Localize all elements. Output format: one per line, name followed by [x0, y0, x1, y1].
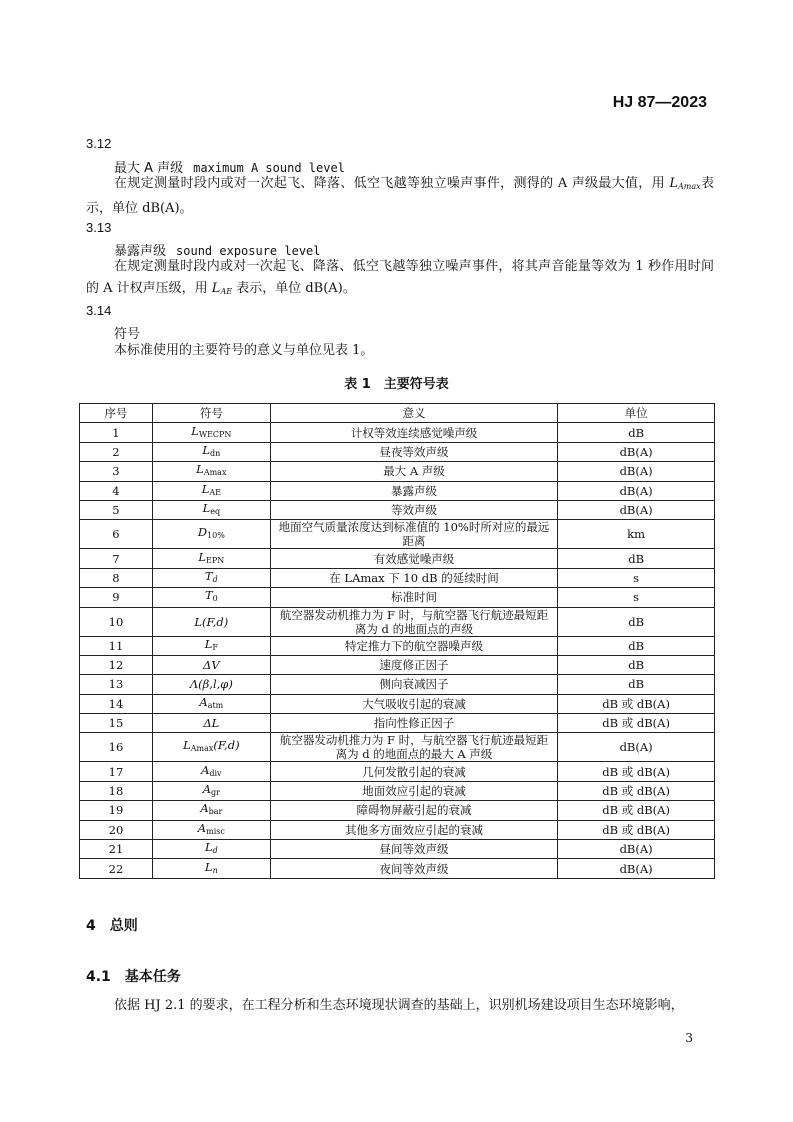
- symbol-subscript: bar: [208, 807, 223, 817]
- row-unit: dB: [558, 423, 715, 442]
- row-symbol: [152, 500, 270, 519]
- table-row: [80, 568, 715, 587]
- table-row: [80, 500, 715, 519]
- row-unit: dB: [558, 636, 715, 655]
- term-english: maximum A sound level: [193, 161, 345, 175]
- symbol-subscript: Amax: [190, 744, 214, 754]
- row-symbol: [152, 423, 270, 442]
- row-number: 13: [80, 675, 153, 694]
- table-row: [80, 694, 715, 713]
- symbol-subscript: atm: [207, 700, 224, 710]
- row-meaning: 最大 A 声级: [270, 462, 557, 481]
- row-number: 6: [80, 520, 153, 549]
- row-number: 12: [80, 655, 153, 674]
- row-number: 5: [80, 500, 153, 519]
- table-row: [80, 781, 715, 800]
- symbol-main: ΔV: [203, 658, 220, 673]
- symbol-main: L: [204, 840, 213, 855]
- definition-text: 表示，单位 dB(A)。: [86, 176, 714, 216]
- symbol-subscript: EPN: [206, 555, 225, 565]
- row-number: 2: [80, 442, 153, 461]
- row-unit: dB: [558, 607, 715, 636]
- row-meaning: 等效声级: [270, 500, 557, 519]
- body-paragraph: 依据 HJ 2.1 的要求，在工程分析和生态环境现状调查的基础上，识别机场建设项目生态环境影响，: [114, 998, 684, 1013]
- section-heading: 4 总则: [86, 918, 138, 934]
- table-row: [80, 423, 715, 442]
- row-unit: dB: [558, 655, 715, 674]
- row-symbol: [152, 607, 270, 636]
- row-meaning: 计权等效连续感觉噪声级: [270, 423, 557, 442]
- page-number: 3: [685, 1031, 693, 1045]
- symbol-subscript: eq: [210, 507, 221, 517]
- table-row: [80, 588, 715, 607]
- row-number: 3: [80, 462, 153, 481]
- row-meaning: 在 LAmax 下 10 dB 的延续时间: [270, 568, 557, 587]
- row-unit: km: [558, 520, 715, 549]
- symbol-subscript: div: [209, 768, 222, 778]
- table-body: [80, 423, 715, 878]
- symbol-main: L: [204, 859, 213, 874]
- row-unit: dB(A): [558, 500, 715, 519]
- row-symbol: [152, 781, 270, 800]
- section-number: 3.14: [86, 303, 112, 318]
- symbol-main: L: [196, 462, 204, 477]
- row-symbol: [152, 481, 270, 500]
- definition-paragraph: [86, 256, 714, 303]
- symbol-subscript: Amax: [203, 468, 227, 478]
- table-row: [80, 481, 715, 500]
- row-unit: dB 或 dB(A): [558, 820, 715, 839]
- definition-text: 在规定测量时段内或对一次起飞、降落、低空飞越等独立噪声事件，测得的 A 声级最大值，用: [114, 176, 670, 191]
- column-header-symbol: 符号: [152, 404, 270, 423]
- row-number: 15: [80, 714, 153, 733]
- symbol-subscript: AE: [209, 487, 221, 497]
- row-unit: dB: [558, 675, 715, 694]
- row-number: 7: [80, 549, 153, 568]
- table-row: [80, 733, 715, 762]
- row-meaning: 航空器发动机推力为 F 时，与航空器飞行航迹最短距离为 d 的地面点的最大 A 声级: [270, 733, 557, 762]
- definition-text: 在规定测量时段内或对一次起飞、降落、低空飞越等独立噪声事件，将其声音能量等效为 1 秒作用时间的 A 计权声压级，用: [86, 259, 714, 296]
- symbol-main: L(F,d): [194, 614, 229, 629]
- table-row: [80, 462, 715, 481]
- row-meaning: 地面空气质量浓度达到标准值的 10%时所对应的最远距离: [270, 520, 557, 549]
- row-number: 20: [80, 820, 153, 839]
- row-symbol: [152, 568, 270, 587]
- table-row: [80, 820, 715, 839]
- row-unit: s: [558, 568, 715, 587]
- row-symbol: [152, 636, 270, 655]
- definition-text: 表示，单位 dB(A)。: [232, 281, 356, 296]
- table-row: [80, 607, 715, 636]
- term-chinese: 最大 A 声级: [114, 161, 184, 176]
- symbol-table: [79, 403, 715, 879]
- row-symbol: [152, 733, 270, 762]
- section-number: 3.13: [86, 220, 112, 235]
- symbol-subscript: WECPN: [198, 429, 232, 439]
- row-number: 11: [80, 636, 153, 655]
- row-meaning: 有效感觉噪声级: [270, 549, 557, 568]
- row-symbol: [152, 462, 270, 481]
- subsection-heading: 4.1 基本任务: [86, 969, 181, 985]
- column-header-no: 序号: [80, 404, 153, 423]
- section-number: 3.12: [86, 136, 112, 151]
- row-unit: dB(A): [558, 481, 715, 500]
- definition-paragraph: [86, 173, 714, 220]
- symbol-main: A: [201, 762, 210, 777]
- symbol-subscript: F: [212, 642, 218, 652]
- row-number: 22: [80, 859, 153, 878]
- symbol-main: ΔL: [203, 716, 220, 731]
- symbol-main: A: [199, 694, 208, 709]
- symbol-main: L: [198, 549, 207, 564]
- row-meaning: 速度修正因子: [270, 655, 557, 674]
- table-row: [80, 762, 715, 781]
- row-unit: dB(A): [558, 462, 715, 481]
- row-meaning: 昼间等效声级: [270, 840, 557, 859]
- row-symbol: [152, 762, 270, 781]
- row-symbol: [152, 675, 270, 694]
- row-meaning: 昼夜等效声级: [270, 442, 557, 461]
- row-meaning: 障碍物屏蔽引起的衰减: [270, 801, 557, 820]
- row-meaning: 暴露声级: [270, 481, 557, 500]
- row-symbol: [152, 801, 270, 820]
- row-number: 18: [80, 781, 153, 800]
- row-symbol: [152, 588, 270, 607]
- symbol-main: L: [202, 442, 210, 457]
- symbol-main: T: [204, 588, 213, 603]
- table-row: [80, 840, 715, 859]
- symbol-main: L: [202, 501, 211, 516]
- row-unit: dB(A): [558, 442, 715, 461]
- symbol-subscript: n: [212, 865, 218, 875]
- row-meaning: 其他多方面效应引起的衰减: [270, 820, 557, 839]
- table-header-row: [80, 404, 715, 423]
- row-number: 14: [80, 694, 153, 713]
- row-meaning: 夜间等效声级: [270, 859, 557, 878]
- symbol-main: A: [200, 801, 209, 816]
- row-symbol: [152, 655, 270, 674]
- term-chinese: 暴露声级: [114, 244, 167, 259]
- symbol-main: Λ(β,l,φ): [189, 677, 233, 692]
- row-meaning: 航空器发动机推力为 F 时，与航空器飞行航迹最短距离为 d 的地面点的声级: [270, 607, 557, 636]
- symbol-subscript: 0: [212, 594, 218, 604]
- symbol-main: L: [191, 423, 199, 438]
- row-unit: dB 或 dB(A): [558, 801, 715, 820]
- symbol-suffix: (F,d): [213, 738, 240, 753]
- symbol-main: T: [204, 568, 213, 583]
- row-meaning: 地面效应引起的衰减: [270, 781, 557, 800]
- row-symbol: [152, 520, 270, 549]
- row-unit: s: [558, 588, 715, 607]
- definition-paragraph: 本标准使用的主要符号的意义与单位见表 1。: [114, 343, 374, 358]
- symbol-main: L: [201, 481, 210, 496]
- table-row: [80, 655, 715, 674]
- row-number: 16: [80, 733, 153, 762]
- symbol-main: L: [183, 738, 191, 753]
- row-meaning: 几何发散引起的衰减: [270, 762, 557, 781]
- symbol-main: A: [197, 820, 207, 835]
- row-number: 1: [80, 423, 153, 442]
- row-number: 9: [80, 588, 153, 607]
- table-row: [80, 520, 715, 549]
- row-unit: dB 或 dB(A): [558, 714, 715, 733]
- row-unit: dB(A): [558, 733, 715, 762]
- column-header-unit: 单位: [558, 404, 715, 423]
- table-row: [80, 442, 715, 461]
- row-unit: dB: [558, 549, 715, 568]
- symbol-subscript: misc: [206, 826, 225, 836]
- term-english: sound exposure level: [176, 244, 321, 258]
- row-symbol: [152, 694, 270, 713]
- table-title: 表 1 主要符号表: [344, 377, 449, 392]
- symbol-subscript: Amax: [678, 182, 701, 191]
- table-row: [80, 801, 715, 820]
- symbol-subscript: gr: [211, 788, 220, 798]
- table-row: [80, 859, 715, 878]
- row-number: 19: [80, 801, 153, 820]
- symbol-subscript: dn: [210, 448, 221, 458]
- row-symbol: [152, 442, 270, 461]
- table-row: [80, 714, 715, 733]
- document-code: HJ 87—2023: [612, 94, 707, 111]
- row-unit: dB 或 dB(A): [558, 694, 715, 713]
- row-number: 21: [80, 840, 153, 859]
- row-meaning: 侧向衰减因子: [270, 675, 557, 694]
- row-symbol: [152, 549, 270, 568]
- row-unit: dB 或 dB(A): [558, 781, 715, 800]
- symbol-subscript: d: [212, 574, 218, 584]
- row-meaning: 标准时间: [270, 588, 557, 607]
- row-number: 10: [80, 607, 153, 636]
- table-row: [80, 549, 715, 568]
- row-unit: dB(A): [558, 840, 715, 859]
- row-number: 17: [80, 762, 153, 781]
- symbol-subscript: 10%: [207, 531, 225, 541]
- row-number: 4: [80, 481, 153, 500]
- symbol: L: [211, 281, 221, 296]
- row-meaning: 特定推力下的航空器噪声级: [270, 636, 557, 655]
- symbol: L: [669, 176, 679, 191]
- symbol-subscript: d: [212, 846, 218, 856]
- row-unit: dB 或 dB(A): [558, 762, 715, 781]
- row-symbol: [152, 820, 270, 839]
- symbol-main: A: [202, 782, 211, 797]
- row-meaning: 指向性修正因子: [270, 714, 557, 733]
- table-row: [80, 636, 715, 655]
- symbol-main: L: [204, 636, 213, 651]
- symbol-subscript: AE: [220, 287, 233, 296]
- row-symbol: [152, 859, 270, 878]
- column-header-meaning: 意义: [270, 404, 557, 423]
- row-number: 8: [80, 568, 153, 587]
- row-unit: dB(A): [558, 859, 715, 878]
- row-symbol: [152, 714, 270, 733]
- row-symbol: [152, 840, 270, 859]
- table-row: [80, 675, 715, 694]
- symbol-main: D: [197, 525, 208, 540]
- row-meaning: 大气吸收引起的衰减: [270, 694, 557, 713]
- term-heading: 符号: [114, 327, 141, 342]
